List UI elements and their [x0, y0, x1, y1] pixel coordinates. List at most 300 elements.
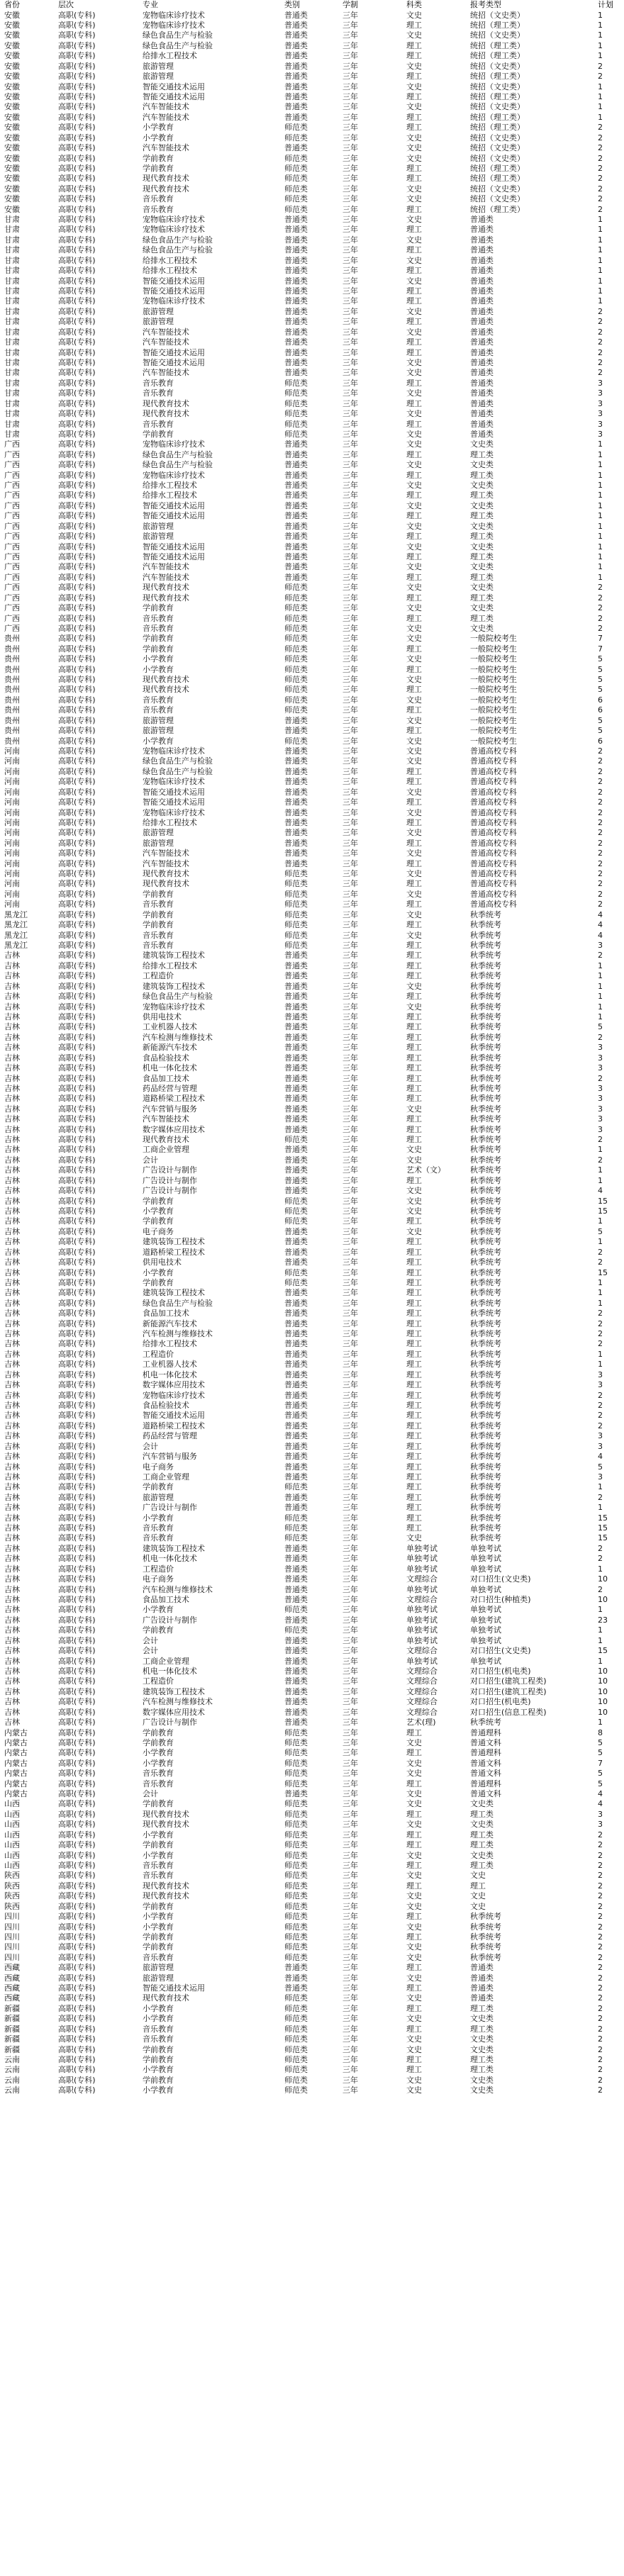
cell-exam-type: 秋季统考 [470, 1277, 501, 1287]
cell-category: 普通类 [284, 1503, 308, 1513]
cell-duration: 三年 [342, 266, 358, 276]
cell-province: 甘肃 [4, 317, 20, 327]
cell-plan: 2 [598, 72, 603, 82]
cell-level: 高职(专科) [58, 1523, 96, 1533]
cell-plan: 2 [598, 1073, 603, 1083]
table-row [4, 1656, 621, 1666]
cell-category: 普通类 [284, 1002, 308, 1012]
cell-province: 吉林 [4, 1605, 20, 1615]
cell-major: 学前教育 [143, 644, 174, 654]
cell-subject: 文史 [406, 623, 422, 633]
cell-category: 师范类 [284, 163, 308, 173]
cell-province: 内蒙古 [4, 1789, 28, 1799]
cell-category: 普通类 [284, 10, 308, 20]
table-row [4, 583, 621, 593]
cell-duration: 三年 [342, 1686, 358, 1696]
cell-province: 吉林 [4, 1554, 20, 1564]
cell-subject: 单独考试 [406, 1635, 438, 1645]
cell-category: 普通类 [284, 1983, 308, 1993]
cell-level: 高职(专科) [58, 102, 96, 112]
cell-major: 给排水工程技术 [143, 255, 197, 265]
cell-plan: 2 [598, 828, 603, 838]
cell-major: 宠物临床诊疗技术 [143, 439, 205, 449]
cell-duration: 三年 [342, 2024, 358, 2034]
cell-major: 旅游管理 [143, 61, 174, 71]
cell-subject: 理工 [406, 879, 422, 889]
cell-major: 音乐教育 [143, 1860, 174, 1870]
cell-duration: 三年 [342, 153, 358, 163]
cell-exam-type: 一般院校考生 [470, 685, 517, 695]
cell-level: 高职(专科) [58, 419, 96, 429]
table-row [4, 1145, 621, 1155]
cell-major: 给排水工程技术 [143, 491, 197, 500]
cell-duration: 三年 [342, 992, 358, 1002]
cell-plan: 1 [598, 235, 603, 245]
cell-province: 山西 [4, 1820, 20, 1830]
cell-duration: 三年 [342, 1513, 358, 1523]
cell-plan: 5 [598, 1226, 603, 1236]
cell-province: 吉林 [4, 1472, 20, 1482]
cell-category: 师范类 [284, 654, 308, 664]
cell-plan: 2 [598, 807, 603, 817]
cell-major: 小学教育 [143, 736, 174, 746]
cell-province: 广西 [4, 500, 20, 510]
table-row [4, 695, 621, 705]
cell-province: 甘肃 [4, 215, 20, 225]
cell-exam-type: 文史类 [470, 1850, 494, 1860]
cell-subject: 理工 [406, 1309, 422, 1318]
cell-duration: 三年 [342, 1830, 358, 1839]
cell-plan: 3 [598, 419, 603, 429]
cell-major: 小学教育 [143, 2003, 174, 2013]
table-row [4, 971, 621, 981]
cell-level: 高职(专科) [58, 1226, 96, 1236]
cell-subject: 文史 [406, 654, 422, 664]
cell-duration: 三年 [342, 1441, 358, 1451]
cell-plan: 4 [598, 1186, 603, 1196]
cell-duration: 三年 [342, 971, 358, 981]
cell-duration: 三年 [342, 481, 358, 491]
cell-subject: 文史 [406, 1226, 422, 1236]
cell-category: 普通类 [284, 72, 308, 82]
cell-exam-type: 秋季统考 [470, 1104, 501, 1114]
cell-level: 高职(专科) [58, 449, 96, 459]
table-row [4, 1452, 621, 1462]
cell-major: 智能交通技术运用 [143, 500, 205, 510]
cell-plan: 1 [598, 572, 603, 582]
cell-category: 普通类 [284, 1053, 308, 1063]
cell-level: 高职(专科) [58, 1073, 96, 1083]
cell-category: 普通类 [284, 1615, 308, 1625]
cell-subject: 文史 [406, 481, 422, 491]
cell-major: 建筑装饰工程技术 [143, 1288, 205, 1298]
cell-category: 师范类 [284, 900, 308, 909]
cell-province: 吉林 [4, 1196, 20, 1206]
cell-level: 高职(专科) [58, 1022, 96, 1032]
cell-duration: 三年 [342, 2003, 358, 2013]
cell-plan: 10 [598, 1595, 608, 1605]
cell-category: 普通类 [284, 1318, 308, 1328]
cell-plan: 2 [598, 1318, 603, 1328]
table-row [4, 245, 621, 255]
cell-duration: 三年 [342, 30, 358, 40]
cell-category: 师范类 [284, 930, 308, 940]
cell-duration: 三年 [342, 1533, 358, 1543]
cell-duration: 三年 [342, 1124, 358, 1134]
cell-duration: 三年 [342, 500, 358, 510]
cell-subject: 文理综合 [406, 1646, 438, 1656]
cell-plan: 1 [598, 1656, 603, 1666]
cell-plan: 1 [598, 266, 603, 276]
cell-duration: 三年 [342, 1083, 358, 1093]
cell-exam-type: 秋季统考 [470, 1012, 501, 1021]
cell-province: 山西 [4, 1840, 20, 1850]
cell-plan: 1 [598, 481, 603, 491]
cell-subject: 理工 [406, 1318, 422, 1328]
cell-duration: 三年 [342, 286, 358, 296]
cell-exam-type: 一般院校考生 [470, 654, 517, 664]
cell-duration: 三年 [342, 1247, 358, 1257]
cell-province: 安徽 [4, 204, 20, 214]
cell-plan: 2 [598, 787, 603, 797]
cell-province: 吉林 [4, 992, 20, 1002]
cell-level: 高职(专科) [58, 1032, 96, 1042]
cell-subject: 理工 [406, 1503, 422, 1513]
cell-subject: 文史 [406, 787, 422, 797]
cell-category: 师范类 [284, 409, 308, 419]
cell-level: 高职(专科) [58, 470, 96, 480]
cell-category: 普通类 [284, 1360, 308, 1370]
cell-subject: 理工 [406, 1175, 422, 1185]
cell-category: 普通类 [284, 1329, 308, 1339]
cell-duration: 三年 [342, 1318, 358, 1328]
cell-plan: 2 [598, 593, 603, 603]
cell-major: 绿色食品生产与检验 [143, 449, 213, 459]
cell-category: 普通类 [284, 1789, 308, 1799]
cell-category: 普通类 [284, 470, 308, 480]
cell-province: 吉林 [4, 1124, 20, 1134]
table-row [4, 1472, 621, 1482]
cell-level: 高职(专科) [58, 797, 96, 807]
cell-plan: 1 [598, 511, 603, 521]
cell-subject: 理工 [406, 1032, 422, 1042]
cell-duration: 三年 [342, 2085, 358, 2095]
cell-category: 普通类 [284, 532, 308, 542]
table-row [4, 1022, 621, 1032]
table-row [4, 920, 621, 930]
cell-level: 高职(专科) [58, 1135, 96, 1145]
cell-level: 高职(专科) [58, 1676, 96, 1686]
cell-plan: 2 [598, 623, 603, 633]
table-row [4, 2076, 621, 2085]
cell-duration: 三年 [342, 1932, 358, 1942]
table-row [4, 1216, 621, 1226]
cell-province: 吉林 [4, 1380, 20, 1390]
cell-exam-type: 理工类 [470, 1809, 494, 1819]
table-row [4, 1482, 621, 1492]
cell-province: 甘肃 [4, 296, 20, 306]
cell-plan: 6 [598, 736, 603, 746]
cell-subject: 理工 [406, 1912, 422, 1922]
cell-exam-type: 普通类 [470, 306, 494, 316]
cell-exam-type: 单独考试 [470, 1564, 501, 1574]
cell-subject: 文史 [406, 1758, 422, 1768]
cell-level: 高职(专科) [58, 61, 96, 71]
cell-province: 广西 [4, 562, 20, 572]
cell-level: 高职(专科) [58, 1993, 96, 2003]
cell-level: 高职(专科) [58, 1094, 96, 1104]
cell-level: 高职(专科) [58, 1349, 96, 1359]
cell-plan: 2 [598, 1247, 603, 1257]
cell-exam-type: 普通文科 [470, 1758, 501, 1768]
table-row [4, 1380, 621, 1390]
cell-duration: 三年 [342, 1963, 358, 1973]
cell-exam-type: 秋季统考 [470, 1533, 501, 1543]
cell-level: 高职(专科) [58, 1216, 96, 1226]
cell-exam-type: 普通类 [470, 409, 494, 419]
cell-exam-type: 秋季统考 [470, 1360, 501, 1370]
cell-category: 师范类 [284, 1779, 308, 1788]
cell-province: 新疆 [4, 2044, 20, 2054]
cell-subject: 理工 [406, 398, 422, 408]
cell-subject: 理工 [406, 2065, 422, 2075]
cell-level: 高职(专科) [58, 644, 96, 654]
cell-plan: 3 [598, 388, 603, 398]
cell-exam-type: 普通高校专科 [470, 849, 517, 858]
cell-category: 普通类 [284, 1094, 308, 1104]
cell-level: 高职(专科) [58, 1809, 96, 1819]
cell-exam-type: 文史类 [470, 1820, 494, 1830]
cell-plan: 2 [598, 123, 603, 133]
cell-subject: 单独考试 [406, 1543, 438, 1553]
cell-province: 河南 [4, 787, 20, 797]
cell-plan: 2 [598, 1963, 603, 1973]
cell-duration: 三年 [342, 930, 358, 940]
cell-category: 普通类 [284, 1114, 308, 1124]
cell-province: 河南 [4, 889, 20, 899]
table-row [4, 266, 621, 276]
table-row [4, 1636, 621, 1646]
cell-category: 普通类 [284, 1012, 308, 1021]
cell-major: 智能交通技术运用 [143, 347, 205, 357]
cell-major: 小学教育 [143, 1513, 174, 1523]
cell-plan: 4 [598, 909, 603, 919]
cell-level: 高职(专科) [58, 1860, 96, 1870]
cell-subject: 理工 [406, 858, 422, 868]
cell-category: 师范类 [284, 583, 308, 593]
cell-plan: 6 [598, 695, 603, 705]
cell-category: 普通类 [284, 1370, 308, 1379]
cell-subject: 文史 [406, 133, 422, 142]
cell-plan: 2 [598, 1952, 603, 1962]
cell-duration: 三年 [342, 613, 358, 623]
table-row [4, 450, 621, 460]
cell-plan: 5 [598, 1737, 603, 1747]
table-row [4, 562, 621, 572]
table-row [4, 439, 621, 449]
cell-subject: 理工 [406, 961, 422, 970]
cell-duration: 三年 [342, 1769, 358, 1779]
cell-level: 高职(专科) [58, 726, 96, 736]
cell-province: 安徽 [4, 51, 20, 61]
cell-plan: 2 [598, 1912, 603, 1922]
cell-major: 学前教育 [143, 153, 174, 163]
cell-major: 广告设计与制作 [143, 1503, 197, 1513]
cell-exam-type: 对口招生(建筑工程类) [470, 1686, 547, 1696]
cell-subject: 理工 [406, 1809, 422, 1819]
cell-category: 普通类 [284, 1697, 308, 1707]
cell-plan: 1 [598, 1503, 603, 1513]
cell-exam-type: 单独考试 [470, 1605, 501, 1615]
table-row [4, 307, 621, 317]
cell-exam-type: 秋季统考 [470, 1053, 501, 1063]
cell-category: 普通类 [284, 1155, 308, 1165]
cell-major: 机电一体化技术 [143, 1370, 197, 1379]
cell-duration: 三年 [342, 143, 358, 153]
table-row [4, 1114, 621, 1124]
table-row [4, 1595, 621, 1605]
cell-level: 高职(专科) [58, 347, 96, 357]
cell-major: 汽车智能技术 [143, 112, 189, 122]
cell-subject: 文史 [406, 1155, 422, 1165]
cell-plan: 2 [598, 2024, 603, 2034]
cell-subject: 文史 [406, 1002, 422, 1012]
cell-plan: 2 [598, 1309, 603, 1318]
cell-province: 吉林 [4, 1104, 20, 1114]
cell-plan: 1 [598, 1012, 603, 1021]
cell-province: 吉林 [4, 1676, 20, 1686]
cell-province: 吉林 [4, 1492, 20, 1502]
cell-level: 高职(专科) [58, 817, 96, 827]
cell-plan: 2 [598, 2014, 603, 2024]
cell-province: 山西 [4, 1809, 20, 1819]
cell-level: 高职(专科) [58, 1595, 96, 1605]
cell-duration: 三年 [342, 920, 358, 930]
cell-category: 普通类 [284, 1104, 308, 1114]
cell-plan: 1 [598, 460, 603, 470]
cell-province: 吉林 [4, 1032, 20, 1042]
cell-exam-type: 秋季统考 [470, 1411, 501, 1421]
cell-level: 高职(专科) [58, 112, 96, 122]
cell-category: 师范类 [284, 1871, 308, 1881]
cell-category: 师范类 [284, 1799, 308, 1809]
table-row [4, 2004, 621, 2014]
cell-duration: 三年 [342, 1370, 358, 1379]
cell-province: 河南 [4, 828, 20, 838]
cell-category: 师范类 [284, 1523, 308, 1533]
cell-major: 现代教育技术 [143, 1881, 189, 1891]
cell-plan: 1 [598, 225, 603, 235]
cell-level: 高职(专科) [58, 542, 96, 551]
cell-province: 吉林 [4, 1165, 20, 1175]
cell-major: 汽车检测与维修技术 [143, 1329, 213, 1339]
cell-level: 高职(专科) [58, 1401, 96, 1410]
cell-duration: 三年 [342, 593, 358, 603]
cell-category: 普通类 [284, 1401, 308, 1410]
cell-subject: 文史 [406, 102, 422, 112]
cell-duration: 三年 [342, 583, 358, 593]
cell-major: 绿色食品生产与检验 [143, 460, 213, 470]
cell-province: 山西 [4, 1799, 20, 1809]
cell-duration: 三年 [342, 981, 358, 991]
cell-province: 安徽 [4, 163, 20, 173]
cell-duration: 三年 [342, 2065, 358, 2075]
cell-duration: 三年 [342, 1452, 358, 1462]
table-row [4, 613, 621, 623]
cell-plan: 2 [598, 1932, 603, 1942]
cell-province: 吉林 [4, 1584, 20, 1594]
cell-subject: 理工 [406, 163, 422, 173]
cell-plan: 2 [598, 817, 603, 827]
cell-province: 陕西 [4, 1871, 20, 1881]
cell-duration: 三年 [342, 1411, 358, 1421]
cell-category: 普通类 [284, 30, 308, 40]
cell-plan: 2 [598, 204, 603, 214]
cell-category: 普通类 [284, 1492, 308, 1502]
cell-exam-type: 秋季统考 [470, 1032, 501, 1042]
table-row [4, 481, 621, 491]
cell-level: 高职(专科) [58, 889, 96, 899]
cell-province: 吉林 [4, 1574, 20, 1584]
cell-duration: 三年 [342, 1676, 358, 1686]
table-row [4, 1421, 621, 1431]
cell-major: 会计 [143, 1789, 158, 1799]
cell-exam-type: 普通高校专科 [470, 869, 517, 879]
cell-major: 学前教育 [143, 1737, 174, 1747]
cell-major: 现代教育技术 [143, 879, 189, 889]
cell-subject: 理工 [406, 1727, 422, 1737]
cell-category: 普通类 [284, 1452, 308, 1462]
cell-major: 现代教育技术 [143, 1809, 189, 1819]
cell-duration: 三年 [342, 685, 358, 695]
cell-duration: 三年 [342, 1595, 358, 1605]
table-row [4, 2085, 621, 2095]
cell-category: 师范类 [284, 613, 308, 623]
cell-duration: 三年 [342, 1554, 358, 1564]
cell-province: 安徽 [4, 92, 20, 101]
cell-plan: 3 [598, 1431, 603, 1441]
cell-major: 工程造价 [143, 1564, 174, 1574]
cell-major: 会计 [143, 1155, 158, 1165]
cell-plan: 1 [598, 1349, 603, 1359]
cell-exam-type: 统招（理工类） [470, 92, 525, 101]
cell-exam-type: 秋季统考 [470, 1063, 501, 1073]
cell-exam-type: 统招（文史类） [470, 194, 525, 204]
cell-level: 高职(专科) [58, 1912, 96, 1922]
table-row [4, 624, 621, 634]
cell-level: 高职(专科) [58, 2014, 96, 2024]
cell-plan: 1 [598, 10, 603, 20]
cell-plan: 1 [598, 255, 603, 265]
table-header [4, 0, 621, 10]
cell-province: 内蒙古 [4, 1779, 28, 1788]
cell-plan: 3 [598, 409, 603, 419]
cell-major: 音乐教育 [143, 1952, 174, 1962]
cell-province: 甘肃 [4, 327, 20, 337]
cell-subject: 理工 [406, 593, 422, 603]
cell-province: 吉林 [4, 1431, 20, 1441]
cell-subject: 理工 [406, 644, 422, 654]
cell-duration: 三年 [342, 1401, 358, 1410]
cell-level: 高职(专科) [58, 1145, 96, 1155]
table-row [4, 839, 621, 849]
cell-exam-type: 普通类 [470, 276, 494, 286]
cell-province: 广西 [4, 532, 20, 542]
cell-plan: 2 [598, 2075, 603, 2085]
cell-exam-type: 秋季统考 [470, 1022, 501, 1032]
cell-category: 普通类 [284, 1676, 308, 1686]
cell-category: 普通类 [284, 1431, 308, 1441]
